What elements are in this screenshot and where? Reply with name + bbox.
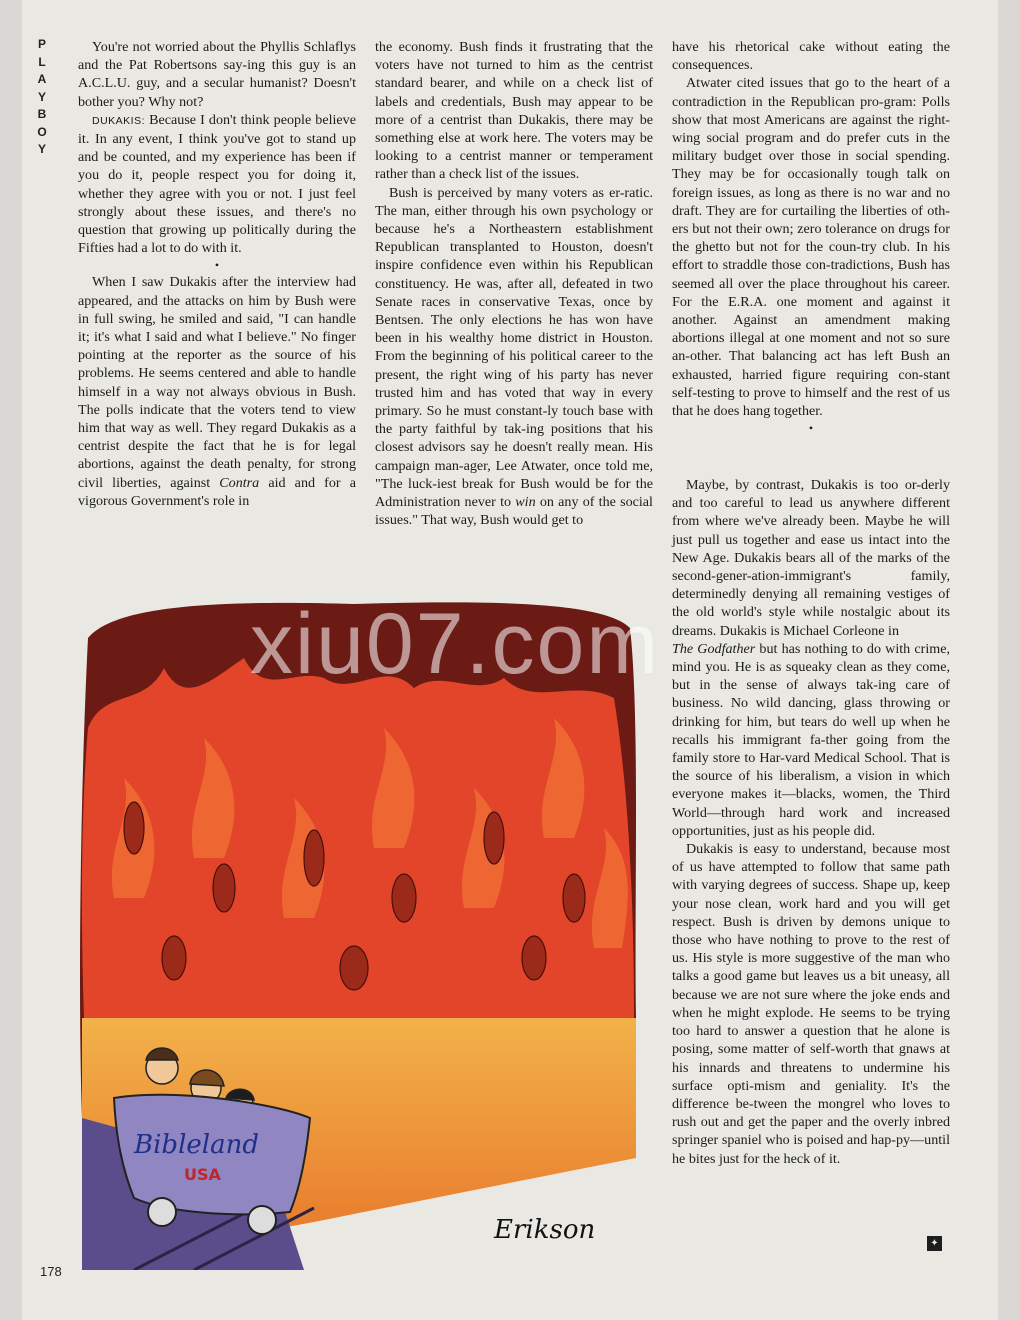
body-paragraph: have his rhetorical cake without eating the consequences.: [672, 39, 950, 74]
cart-lettering-sub: USA: [184, 1165, 221, 1184]
speaker-label: DUKAKIS:: [92, 114, 146, 127]
running-letter: A: [37, 72, 47, 86]
text-column-3-bottom: [672, 476, 950, 1168]
running-letter: Y: [37, 89, 46, 104]
artist-signature: Erikson: [494, 1215, 596, 1245]
section-bullet: •: [808, 421, 814, 436]
hell-cartoon-illustration: [74, 598, 642, 1270]
cart-lettering: Bibleland: [134, 1130, 259, 1160]
body-paragraph: [78, 273, 356, 510]
cart-wheel: [248, 1206, 276, 1234]
body-text: on any of the social issues." That way, Bush would get to: [375, 494, 653, 529]
italic-title: The Godfather: [672, 640, 756, 657]
running-letter: Y: [37, 142, 46, 156]
bunny-end-mark-icon: ✦: [927, 1236, 942, 1251]
answer-text: Because I don't think people believe it. In any event, I think you've got to stand up and be counted, and my experience has been if you do it, people respect you for doing it, whether they agree with you or not. I just feel strongly about these issues, and there's no question that growing up politically during the Fifties had a lot to do with it.: [78, 111, 356, 257]
body-paragraph: the economy. Bush finds it frustrating that the voters have not turned to him as the centrist standard bearer, and while on a check list of labels and credentials, Bush may appear to be more of a centrist than Dukakis, there may be something else at work here. The voters may be looking to a centrist manner or temperament rather than a check list of the issues.: [375, 39, 653, 183]
running-letter: B: [37, 107, 47, 121]
text-column-1: [78, 38, 356, 510]
cart-wheel: [148, 1198, 176, 1226]
running-letter: O: [37, 124, 47, 139]
running-letter: L: [38, 54, 46, 69]
interview-question: You're not worried about the Phyllis Schlaflys and the Pat Robertsons say-ing this guy is an A.C.L.U. guy, and a secular humanist? Doesn't bother you? Why not?: [78, 39, 356, 110]
body-text: Bush is perceived by many voters as er-ratic. The man, either through his own psychology or because he's a Northeastern establishment Republican transplanted to Houston, doesn't inspire confidence even within his Republican constituency. He was, after all, defeated in two Senate races in conservative Texas, once by Bentsen. The only elections he has won have been in his wealthy home district in Houston. From the beginning of his political career to the present, the right wing of his party has never trusted him and has voted that way in every primary. So he must constant-ly touch base with the party faithful by tak-ing positions that his closest advisors say he doesn't really mean. His campaign man-ager, Lee Atwater, once told me, "The luck-iest break for Bush would be for the Administration never to: [375, 184, 653, 511]
body-text: Maybe, by contrast, Dukakis is too or-derly and too careful to lead us anywhere different from where we've already been. Maybe he will just pull us together and ease us intact into the New Age. Dukakis bears all of the marks of the second-gener-ation-immigrant's family, determinedly denying all remaining vestiges of the old world's style while nostalgic about its dreams. Dukakis is Michael Corleone in: [672, 477, 950, 639]
running-head: [34, 36, 50, 159]
body-paragraph: Atwater cited issues that go to the heart of a contradiction in the Republican pro-gram: Polls show that most Americans are against the right-wing social program and do prefer cuts in the military budget over those in social spending. They may be for occasionally tough talk on foreign issues, as long as there is no war and no draft. They are for curtailing the liberties of oth-ers but not their own; zero tolerance on drugs for the ghetto but not for the coun-try club. In his effort to straddle those con-tradictions, Bush has seemed all over the place throughout his career. For the E.R.A. one moment and against it another. Against an amendment making abortions illegal at one moment and not so sure an-other. That balancing act has left Bush an exhausted, harried figure requiring con-stant self-testing to prove to himself and the rest of us that he does hang together.: [672, 75, 950, 420]
text-column-3-top: [672, 38, 950, 436]
body-paragraph: [672, 476, 950, 840]
body-paragraph: [375, 184, 653, 530]
page-number: 178: [40, 1264, 62, 1279]
running-letter: P: [37, 37, 46, 51]
body-text: aid and for a vigorous Government's role in: [78, 474, 356, 509]
section-bullet: •: [214, 258, 220, 273]
watermark: xiu07.com: [250, 596, 660, 692]
body-text: but has nothing to do with crime, mind you. He is as squeaky clean as they come, but in the sense of always tak-ing care of business. No wild dancing, glass throwing or drinking for him, but tears do well up when he recalls his immigrant fa-ther going from the family store to Har-vard Medical School. That is the source of his liberalism, a vision in which everyone makes it—blacks, women, the Third World—through hard work and increased opportunities, just as his people did.: [672, 640, 950, 839]
interview-answer: [78, 111, 356, 258]
body-paragraph: Dukakis is easy to understand, because most of us have attempted to follow that same path with varying degrees of success. Shape up, keep your nose clean, work hard and you will get respect. Bush is driven by demons unique to those who have nothing to prove to the rest of us. His style is more suggestive of the man who talks a good game but leaves us a bit uneasy, all because we are not sure where the joke ends and when he might explode. He seems to be trying too hard to answer a question that he alone is posing, some matter of self-worth that gnaws at his innards and threatens to undermine his surface opti-mism and geniality. It's the difference be-tween the mongrel who loves to rush out and get the paper and the overly inbred springer spaniel who is poised and hap-py—until he bites just for the heck of it.: [672, 841, 950, 1167]
italic-term: win: [515, 494, 536, 511]
body-text: When I saw Dukakis after the interview had appeared, and the attacks on him by Bush were in full swing, he smiled and said, "I can handle it; it's what I said and what I believe." No finger pointing at the reporter as the source of his problems. He seems centered and able to handle himself in a way not always obvious in Bush. The polls indicate that the voters tend to view him that way as well. They regard Dukakis as a centrist despite the fact that he is for legal abortions, against the death penalty, for strong civil liberties, against: [78, 274, 356, 491]
text-column-2: [375, 38, 653, 529]
italic-term: Contra: [219, 474, 260, 491]
